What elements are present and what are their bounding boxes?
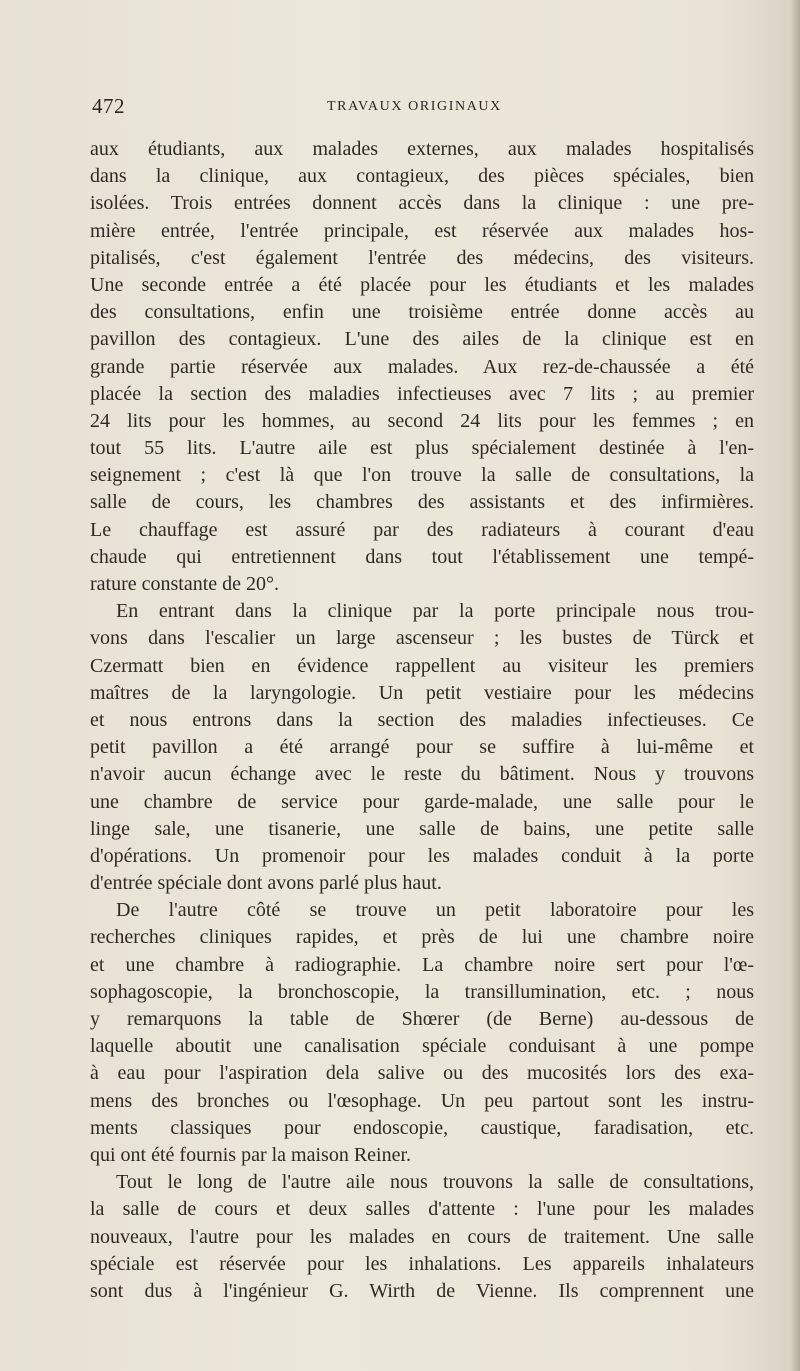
text-line: En entrant dans la clinique par la porte principale nous trou- bbox=[116, 600, 754, 623]
text-line: isolées. Trois entrées donnent accès dans la clinique : une pre- bbox=[90, 192, 754, 215]
text-line: tout 55 lits. L'autre aile est plus spécialement destinée à l'en- bbox=[90, 437, 754, 460]
text-line: Le chauffage est assuré par des radiateurs à courant d'eau bbox=[90, 518, 754, 541]
text-line: linge sale, une tisanerie, une salle de bains, une petite salle bbox=[90, 817, 754, 840]
page-header bbox=[92, 94, 752, 120]
text-line: Tout le long de l'autre aile nous trouvons la salle de consultations, bbox=[116, 1171, 754, 1194]
text-line: Czermatt bien en évidence rappellent au visiteur les premiers bbox=[90, 654, 754, 677]
text-line: salle de cours, les chambres des assistants et des infirmières. bbox=[90, 491, 754, 514]
text-line: n'avoir aucun échange avec le reste du bâtiment. Nous y trouvons bbox=[90, 763, 754, 786]
text-line: qui ont été fournis par la maison Reiner. bbox=[90, 1143, 412, 1166]
text-line: dans la clinique, aux contagieux, des pièces spéciales, bien bbox=[90, 165, 754, 188]
text-line: recherches cliniques rapides, et près de lui une chambre noire bbox=[90, 926, 754, 949]
text-line: nouveaux, l'autre pour les malades en cours de traitement. Une salle bbox=[90, 1225, 754, 1248]
text-line: ments classiques pour endoscopie, caustique, faradisation, etc. bbox=[90, 1116, 754, 1139]
text-line: pavillon des contagieux. L'une des ailes de la clinique est en bbox=[90, 328, 754, 351]
text-line: y remarquons la table de Shœrer (de Berne) au-dessous de bbox=[90, 1008, 754, 1030]
text-line: vons dans l'escalier un large ascenseur ; les bustes de Türck et bbox=[90, 627, 754, 650]
text-line: Une seconde entrée a été placée pour les étudiants et les malades bbox=[90, 273, 754, 296]
text-line: pitalisés, c'est également l'entrée des médecins, des visiteurs. bbox=[90, 246, 754, 269]
text-line: des consultations, enfin une troisième entrée donne accès au bbox=[90, 301, 754, 324]
text-line: placée la section des maladies infectieuses avec 7 lits ; au premier bbox=[90, 382, 754, 405]
text-line: 24 lits pour les hommes, au second 24 lits pour les femmes ; en bbox=[90, 409, 754, 432]
text-line: petit pavillon a été arrangé pour se suffire à lui-même et bbox=[90, 736, 754, 759]
text-line: grande partie réservée aux malades. Aux rez-de-chaussée a été bbox=[90, 355, 754, 378]
text-line: chaude qui entretiennent dans tout l'établissement une tempé- bbox=[90, 545, 754, 568]
text-line: sont dus à l'ingénieur G. Wirth de Vienne. Ils comprennent une bbox=[90, 1279, 754, 1302]
text-line: et une chambre à radiographie. La chambre noire sert pour l'œ- bbox=[90, 953, 754, 976]
text-line: spéciale est réservée pour les inhalations. Les appareils inhalateurs bbox=[90, 1252, 754, 1275]
text-line: d'opérations. Un promenoir pour les malades conduit à la porte bbox=[90, 844, 754, 867]
text-line: sophagoscopie, la bronchoscopie, la transillumination, etc. ; nous bbox=[90, 980, 754, 1003]
text-line: maîtres de la laryngologie. Un petit vestiaire pour les médecins bbox=[90, 681, 754, 704]
text-line: mière entrée, l'entrée principale, est réservée aux malades hos- bbox=[90, 219, 754, 242]
text-line: aux étudiants, aux malades externes, aux malades hospitalisés bbox=[90, 138, 754, 160]
text-line: une chambre de service pour garde-malade, une salle pour le bbox=[90, 790, 754, 813]
text-line: De l'autre côté se trouve un petit laboratoire pour les bbox=[116, 899, 754, 922]
text-line: d'entrée spéciale dont avons parlé plus haut. bbox=[90, 872, 442, 895]
text-line: laquelle aboutit une canalisation spéciale conduisant à une pompe bbox=[90, 1035, 754, 1058]
text-line: seignement ; c'est là que l'on trouve la salle de consultations, la bbox=[90, 464, 754, 487]
text-line: à eau pour l'aspiration dela salive ou des mucosités lors des exa- bbox=[90, 1062, 754, 1085]
text-line: la salle de cours et deux salles d'attente : l'une pour les malades bbox=[90, 1198, 754, 1221]
running-title: TRAVAUX ORIGINAUX bbox=[327, 99, 502, 114]
text-line: et nous entrons dans la section des maladies infectieuses. Ce bbox=[90, 708, 754, 731]
body-text bbox=[90, 136, 754, 1305]
page-edge-shadow bbox=[790, 0, 800, 1371]
text-line: rature constante de 20°. bbox=[90, 573, 280, 595]
page-number: 472 bbox=[92, 94, 125, 118]
text-line: mens des bronches ou l'œsophage. Un peu partout sont les instru- bbox=[90, 1089, 754, 1112]
